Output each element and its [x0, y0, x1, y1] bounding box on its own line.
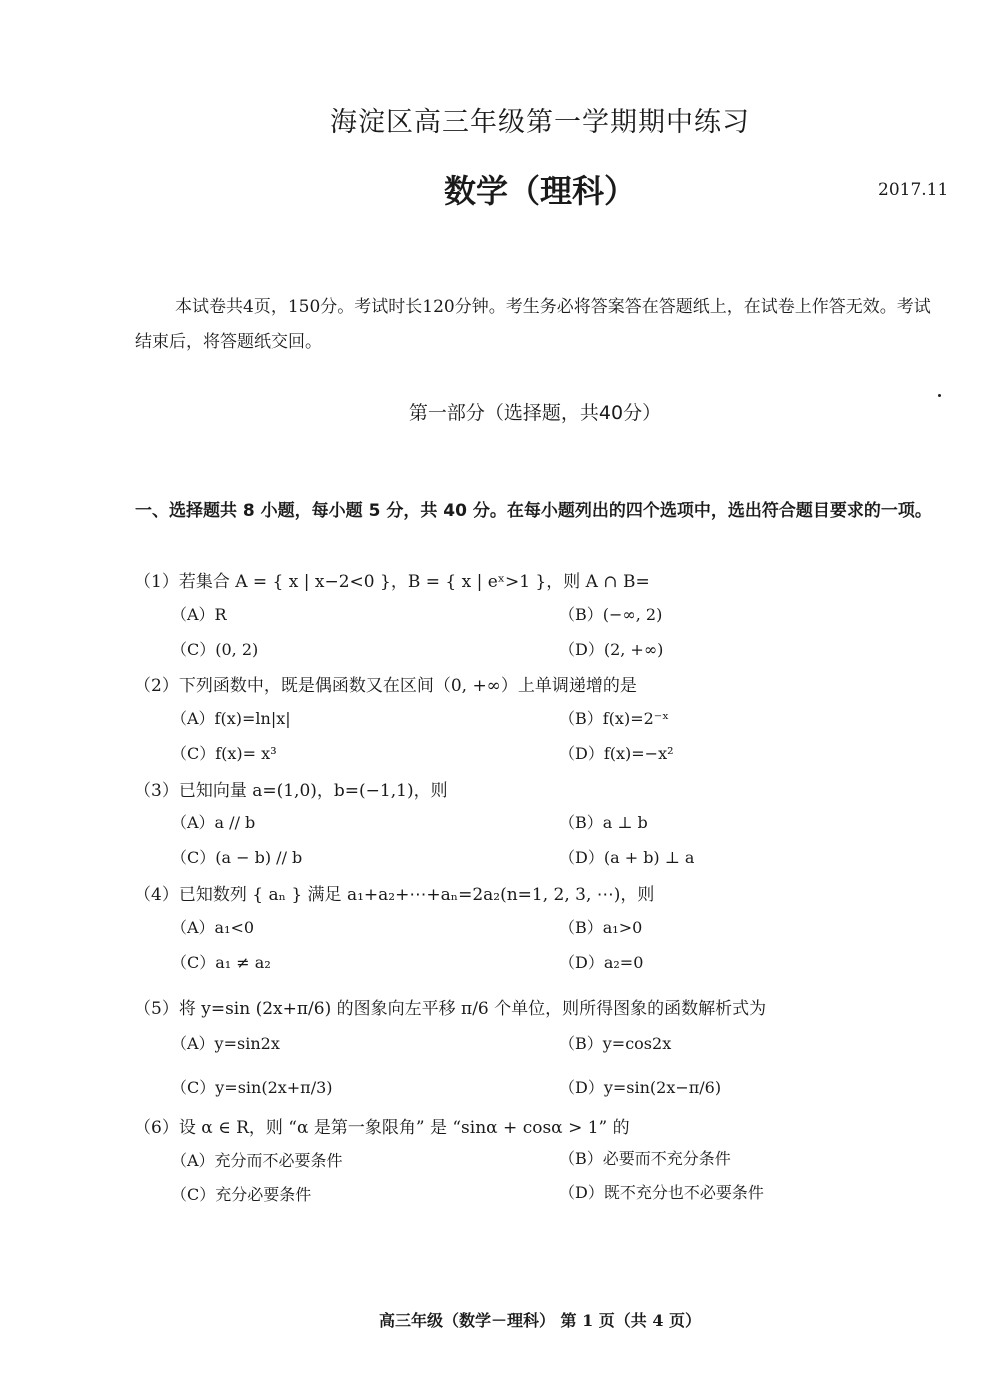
question-2-option-a: （A）f(x)=ln|x| [171, 709, 291, 728]
question-5-option-b: （B）y=cos2x [559, 1034, 672, 1053]
question-1-option-b: （B）(−∞, 2) [559, 605, 663, 624]
question-1-option-c: （C）(0, 2) [171, 640, 259, 659]
question-6-stem: （6）设 α ∈ R，则 “α 是第一象限角” 是 “sinα + cosα > 1” 的 [134, 1118, 630, 1138]
question-4-stem: （4）已知数列 { aₙ } 满足 a₁+a₂+⋯+aₙ=2a₂(n=1, 2, 3, ⋯)，则 [134, 885, 655, 905]
part-heading: 第一部分（选择题，共40分） [408, 402, 662, 424]
question-5-option-c: （C）y=sin(2x+π/3) [171, 1078, 333, 1097]
question-4-option-c: （C）a₁ ≠ a₂ [171, 953, 271, 972]
question-6-option-d: （D）既不充分也不必要条件 [559, 1183, 764, 1202]
question-1-option-a: （A）R [171, 605, 227, 624]
question-6-option-a: （A）充分而不必要条件 [171, 1151, 343, 1170]
question-2-option-d: （D）f(x)=−x² [559, 744, 674, 763]
question-5-option-a: （A）y=sin2x [171, 1034, 280, 1053]
question-6-option-c: （C）充分必要条件 [171, 1185, 312, 1204]
exam-instructions: 本试卷共4页，150分。考试时长120分钟。考生务必将答案答在答题纸上，在试卷上作答无效。考试结束后，将答题纸交回。 [135, 297, 931, 352]
section-heading: 一、选择题共 8 小题，每小题 5 分，共 40 分。在每小题列出的四个选项中，选出符合题目要求的一项。 [135, 501, 932, 521]
question-4-option-a: （A）a₁<0 [171, 918, 255, 937]
question-3-option-d: （D）(a + b) ⊥ a [559, 848, 695, 867]
question-3-stem: （3）已知向量 a=(1,0)，b=(−1,1)，则 [134, 781, 448, 801]
exam-subject: 数学（理科） [444, 172, 637, 210]
question-2-option-c: （C）f(x)= x³ [171, 744, 277, 763]
question-4-option-d: （D）a₂=0 [559, 953, 644, 972]
question-6-option-b: （B）必要而不充分条件 [559, 1149, 731, 1168]
question-1-stem: （1）若集合 A = { x | x−2<0 }，B = { x | eˣ>1 }，则 A ∩ B= [134, 572, 650, 592]
question-1-option-d: （D）(2, +∞) [559, 640, 664, 659]
page-footer: 高三年级（数学－理科） 第 1 页（共 4 页） [378, 1311, 702, 1330]
question-5-stem: （5）将 y=sin (2x+π/6) 的图象向左平移 π/6 个单位，则所得图象的函数解析式为 [134, 999, 767, 1019]
question-5-option-d: （D）y=sin(2x−π/6) [559, 1078, 722, 1097]
scan-speck [938, 394, 941, 397]
question-3-option-b: （B）a ⊥ b [559, 813, 648, 832]
exam-title: 海淀区高三年级第一学期期中练习 [330, 107, 750, 138]
question-2-option-b: （B）f(x)=2⁻ˣ [559, 709, 670, 728]
question-3-option-c: （C）(a − b) // b [171, 848, 303, 867]
exam-date: 2017.11 [878, 180, 949, 200]
question-2-stem: （2）下列函数中，既是偶函数又在区间（0, +∞）上单调递增的是 [134, 676, 637, 696]
question-4-option-b: （B）a₁>0 [559, 918, 643, 937]
question-3-option-a: （A）a // b [171, 813, 256, 832]
